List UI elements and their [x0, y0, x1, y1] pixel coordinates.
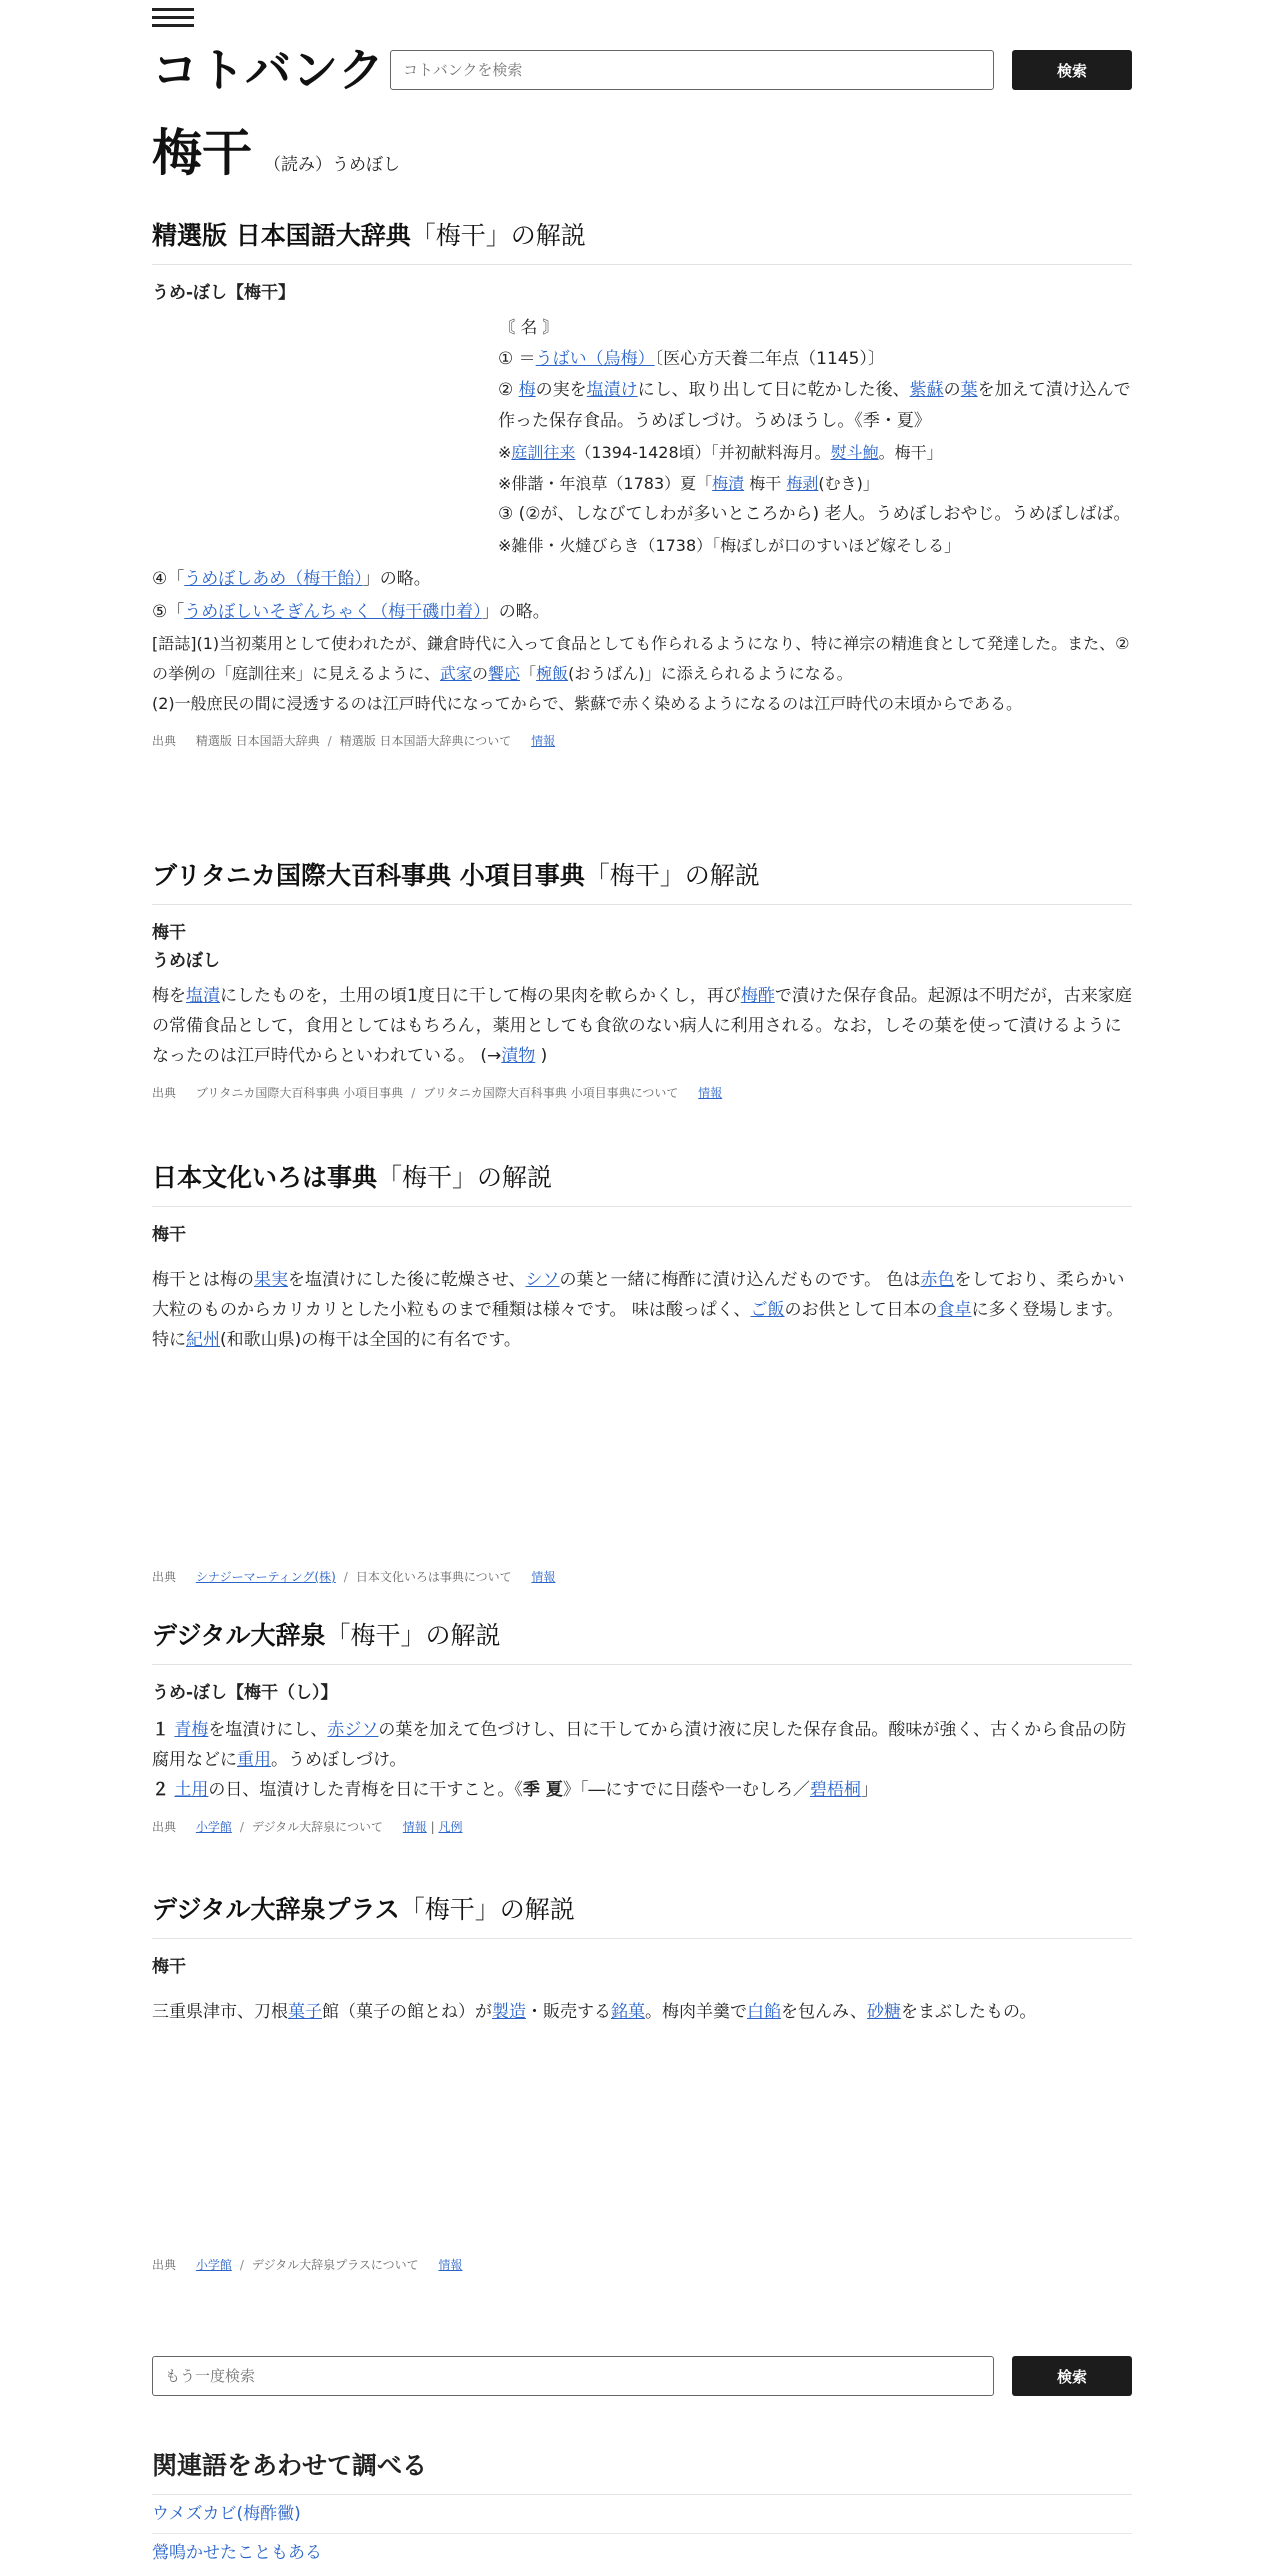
link-akairo[interactable]: 赤色: [920, 1270, 955, 1290]
source-line: 出典 シナジーマーティング(株) / 日本文化いろは事典について 情報: [152, 1570, 556, 1584]
definition-3: ③ (②が、しなびてしわが多いところから) 老人。うめぼしおやじ。うめぼしばば。: [498, 504, 1131, 524]
info-link[interactable]: 情報: [531, 734, 556, 748]
link-buke[interactable]: 武家: [440, 664, 473, 683]
entry-headword: うめ‐ぼし【梅干（し）】: [152, 1683, 338, 1703]
section-daijisen-plus: [152, 1890, 1132, 2275]
related-section: [152, 2446, 1132, 2568]
related-title: 関連語をあわせて調べる: [152, 2446, 1132, 2495]
link-aoume[interactable]: 青梅: [174, 1720, 209, 1740]
sense-2: ２ 土用の日、塩漬けした青梅を日に干すこと。《季 夏》「―にすでに日蔭や一むしろ／碧梧桐」: [152, 1780, 878, 1800]
section-title: 精選版 日本国語大辞典「梅干」の解説: [152, 216, 1132, 265]
bottom-search-input[interactable]: [152, 2356, 994, 2396]
site-logo[interactable]: コトバンク: [152, 43, 386, 97]
definition-4: ④「うめぼしあめ（梅干飴）」の略。: [152, 569, 431, 589]
link-umeboshi-ame[interactable]: うめぼしあめ（梅干飴）: [184, 569, 363, 589]
link-sato[interactable]: 砂糖: [867, 2002, 902, 2022]
link-oban[interactable]: 椀飯: [536, 664, 569, 683]
section-title: デジタル大辞泉「梅干」の解説: [152, 1616, 1132, 1665]
related-item: [152, 2534, 1132, 2568]
link-shiso[interactable]: シソ: [525, 1270, 560, 1290]
link-noshi-awabi[interactable]: 熨斗鮑: [830, 443, 879, 462]
source-line: 出典 小学館 / デジタル大辞泉について 情報 | 凡例: [152, 1820, 463, 1834]
source-line: 出典 ブリタニカ国際大百科事典 小項目事典 / ブリタニカ国際大百科事典 小項目事典について 情報: [152, 1086, 723, 1100]
definition-1: ① ＝うばい（烏梅）〔医心方天養二年点（1145）〕: [498, 349, 885, 369]
definition-2: ② 梅の実を塩漬けにし、取り出して日に乾かした後、紫蘇の葉を加えて漬け込んで作った保存食品。うめぼしづけ。うめほうし。《季・夏》: [498, 380, 1131, 431]
link-shiroan[interactable]: 白餡: [747, 2002, 781, 2022]
link-kajitsu[interactable]: 果実: [254, 1270, 288, 1290]
section-seisenban: [152, 216, 1132, 751]
entry-body: 三重県津市、刀根菓子館（菓子の館とね）が製造・販売する銘菓。梅肉羊羹で白餡を包んみ、砂糖をまぶしたもの。: [152, 2002, 1037, 2022]
headword-title: 梅干: [152, 124, 252, 182]
info-link[interactable]: 情報: [698, 1086, 723, 1100]
entry-body: 梅干とは梅の果実を塩漬けにした後に乾燥させ、シソの葉と一緒に梅酢に漬け込んだものです。 色は赤色をしており、柔らかい大粒のものからカリカリとした小粒ものまで種類は様々です。 味は酸っぱく、ご飯のお供として日本の食卓に多く登場します。特に紀州(和歌山県)の梅干は全国的に有名です。: [152, 1270, 1125, 1350]
search-input[interactable]: [390, 50, 994, 90]
related-link[interactable]: 鶯鳴かせたこともある: [152, 2543, 322, 2563]
link-umezu[interactable]: 梅酢: [740, 986, 775, 1006]
link-kishu[interactable]: 紀州: [186, 1330, 220, 1350]
legend-link[interactable]: 凡例: [438, 1820, 463, 1834]
link-kyoo[interactable]: 饗応: [488, 664, 521, 683]
entry-headword: 梅干: [152, 1957, 186, 1977]
link-umeboshi-isoginchaku[interactable]: うめぼしいそぎんちゃく（梅干磯巾着）: [184, 602, 482, 622]
link-doyo[interactable]: 土用: [174, 1780, 209, 1800]
link-kashi[interactable]: 菓子: [288, 2002, 322, 2022]
section-britannica: [152, 856, 1132, 1103]
link-shokutaku[interactable]: 食卓: [937, 1300, 972, 1320]
link-juyo[interactable]: 重用: [237, 1750, 271, 1770]
entry-reading: うめぼし: [152, 951, 220, 971]
definition-5: ⑤「うめぼしいそぎんちゃく（梅干磯巾着）」の略。: [152, 602, 550, 622]
sense-1: １ 青梅を塩漬けにし、赤ジソの葉を加えて色づけし、日に干してから漬け液に戻した保存食品。酸味が強く、古くから食品の防腐用などに重用。うめぼしづけ。: [152, 1720, 1127, 1770]
link-hekigoto[interactable]: 碧梧桐: [809, 1780, 861, 1800]
link-umezuke[interactable]: 梅漬: [712, 474, 745, 493]
section-title: デジタル大辞泉プラス「梅干」の解説: [152, 1890, 1132, 1939]
headword-reading: （読み）うめぼし: [264, 155, 400, 175]
source-publisher-link[interactable]: シナジーマーティング(株): [195, 1570, 336, 1584]
related-item: [152, 2495, 1132, 2534]
info-link[interactable]: 情報: [438, 2258, 463, 2272]
info-link[interactable]: 情報: [402, 1820, 427, 1834]
source-line: 出典 小学館 / デジタル大辞泉プラスについて 情報: [152, 2258, 463, 2272]
part-of-speech: 〘 名 〙: [498, 318, 560, 338]
link-seizo[interactable]: 製造: [492, 2002, 526, 2022]
link-ume[interactable]: 梅: [518, 380, 536, 400]
section-title: ブリタニカ国際大百科事典 小項目事典「梅干」の解説: [152, 856, 1132, 905]
link-tsukemono[interactable]: 漬物: [501, 1046, 536, 1066]
source-line: 出典 精選版 日本国語大辞典 / 精選版 日本国語大辞典について 情報: [152, 734, 556, 748]
link-shiozuke[interactable]: 塩漬け: [586, 380, 638, 400]
entry-headword: うめ‐ぼし【梅干】: [152, 283, 296, 303]
source-publisher-link[interactable]: 小学館: [195, 1820, 232, 1834]
section-daijisen: [152, 1616, 1132, 1837]
entry-body: 梅を塩漬にしたものを，土用の頃1度日に干して梅の果肉を軟らかくし，再び梅酢で漬けた保存食品。起源は不明だが，古来家庭の常備食品として，食用としてはもちろん，薬用としても食欲のない病人に利用される。なお，しその葉を使って漬けるようになったのは江戸時代からといわれている。 (→漬物 ): [152, 986, 1132, 1066]
headword: [152, 118, 400, 200]
menu-icon[interactable]: [152, 8, 194, 32]
source-publisher-link[interactable]: 小学館: [195, 2258, 232, 2272]
section-title: 日本文化いろは事典「梅干」の解説: [152, 1158, 1132, 1207]
link-shiozuke[interactable]: 塩漬: [186, 986, 220, 1006]
usage-note-1: [語誌](1)当初薬用として使われたが、鎌倉時代に入って食品としても作られるようになり、特に禅宗の精進食として発達した。また、②の挙例の「庭訓往来」に見えるように、武家の饗応「椀飯(おうばん)」に添えられるようになる。: [152, 634, 1130, 683]
entry-headword: 梅干: [152, 1225, 186, 1245]
link-shiso[interactable]: 紫蘇: [909, 380, 944, 400]
citation-2: ※俳諧・年浪草（1783）夏「梅漬 梅干 梅剥(むき)」: [498, 474, 879, 493]
link-akajiso[interactable]: 赤ジソ: [327, 1720, 379, 1740]
entry-headword: 梅干: [152, 923, 186, 943]
link-ubai[interactable]: うばい（烏梅）: [535, 349, 655, 369]
search-button[interactable]: 検索: [1012, 50, 1132, 90]
info-link[interactable]: 情報: [531, 1570, 556, 1584]
usage-note-2: (2)一般庶民の間に浸透するのは江戸時代になってからで、紫蘇で赤く染めるようになるのは江戸時代の末頃からである。: [152, 694, 1023, 713]
related-link[interactable]: ウメズカビ(梅酢黴): [152, 2504, 301, 2524]
link-gohan[interactable]: ご飯: [750, 1300, 785, 1320]
bottom-search-button[interactable]: 検索: [1012, 2356, 1132, 2396]
link-ha[interactable]: 葉: [960, 380, 978, 400]
link-teikin-orai[interactable]: 庭訓往来: [511, 443, 576, 462]
citation-1: ※庭訓往来（1394‐1428頃）「并初献料海月。熨斗鮑。梅干」: [498, 443, 943, 462]
section-iroha: [152, 1158, 1132, 1587]
link-umemuki[interactable]: 梅剥: [786, 474, 819, 493]
link-meika[interactable]: 銘菓: [611, 2002, 645, 2022]
citation-3: ※雑俳・火燵びらき（1738）「梅ぼしが口のすいほど嫁そしる」: [498, 536, 961, 555]
definition-block: [498, 313, 1132, 561]
